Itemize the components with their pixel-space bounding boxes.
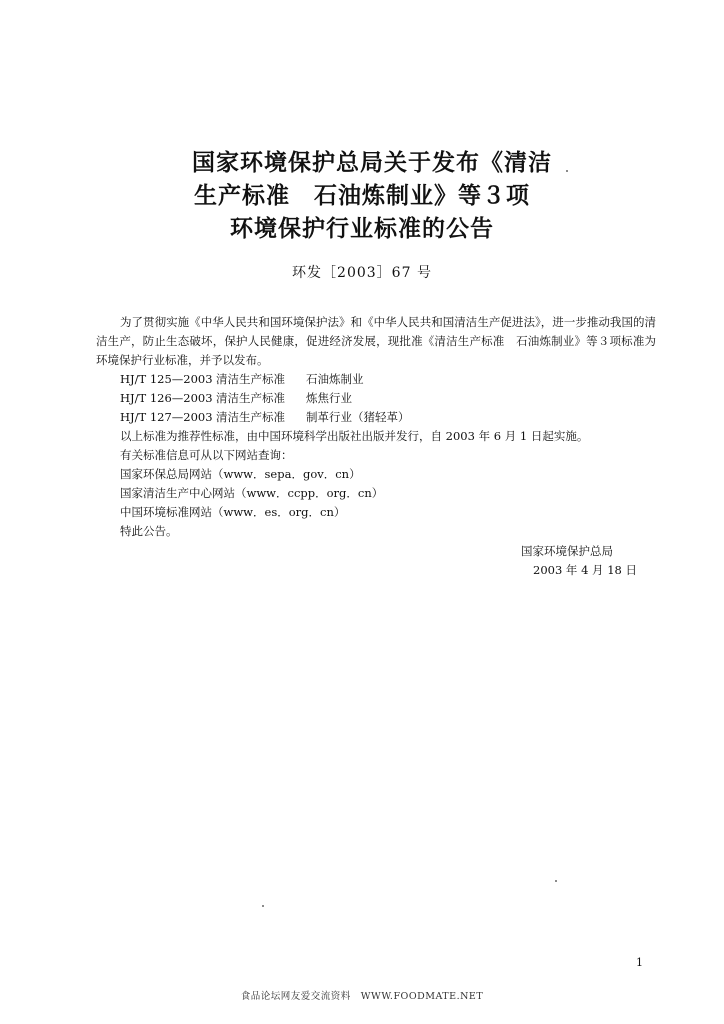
intro-paragraph: 为了贯彻实施《中华人民共和国环境保护法》和《中华人民共和国清洁生产促进法》，进一步推动我国的清洁生产，防止生态破坏，保护人民健康，促进经济发展，现批准《清洁生产标准 石油炼制业》等３项标准为环境保护行业标准，并予以发布。 [96, 315, 656, 367]
standard-name: 清洁生产标准 [216, 372, 285, 386]
sign-date: 2003 年 4 月 18 日 [533, 563, 637, 577]
website-item: 国家环保总局网站（www．sepa．gov．cn） [120, 467, 361, 481]
website-item: 中国环境标准网站（www．es．org．cn） [120, 505, 346, 519]
scan-speck [555, 880, 557, 882]
notice-line: 以上标准为推荐性标准，由中国环境科学出版社出版并发行，自 2003 年 6 月 1 日起实施。 [120, 429, 589, 443]
standard-industry: 炼焦行业 [306, 391, 352, 405]
standard-name: 清洁生产标准 [216, 391, 285, 405]
standard-item [120, 370, 364, 389]
page-number: 1 [636, 956, 643, 969]
standard-item [120, 389, 352, 408]
title-line-3: 环境保护行业标准的公告 [230, 215, 494, 242]
scan-speck [566, 170, 568, 172]
website-item: 国家清洁生产中心网站（www．ccpp．org．cn） [120, 486, 384, 500]
standard-industry: 制革行业（猪轻革） [306, 410, 410, 424]
query-line: 有关标准信息可从以下网站查询： [120, 448, 293, 462]
title-line-2: 生产标准 石油炼制业》等３项 [194, 182, 530, 209]
scan-speck [262, 905, 264, 907]
standard-code: HJ/T 125—2003 [120, 372, 213, 386]
standard-code: HJ/T 127—2003 [120, 410, 213, 424]
standard-name: 清洁生产标准 [216, 410, 285, 424]
closing-line: 特此公告。 [120, 524, 178, 538]
title-line-1: 国家环境保护总局关于发布《清洁 [192, 149, 552, 176]
footer-watermark: 食品论坛网友爱交流资料 WWW.FOODMATE.NET [240, 991, 484, 1002]
signer: 国家环境保护总局 [521, 544, 613, 558]
standard-industry: 石油炼制业 [306, 372, 364, 386]
document-number: 环发［2003］67 号 [292, 265, 432, 281]
standard-item [120, 408, 410, 427]
standard-code: HJ/T 126—2003 [120, 391, 213, 405]
